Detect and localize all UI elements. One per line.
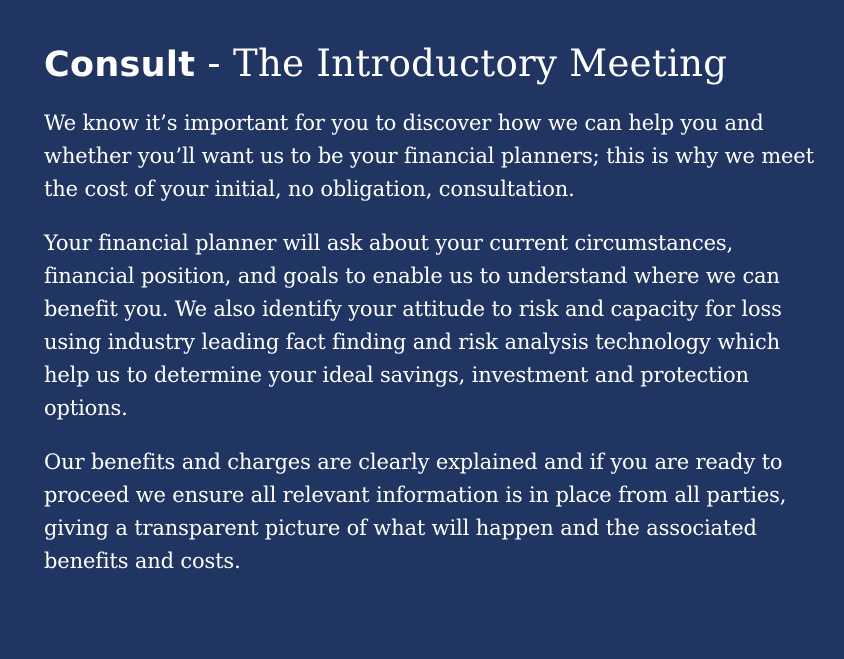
page-title <box>44 38 814 91</box>
title-separator: - <box>195 42 234 85</box>
title-rest: The Introductory Meeting <box>233 42 728 85</box>
paragraph-intro: We know it’s important for you to discover how we can help you and whether you’ll want us to be your financial planners; this is why we meet the cost of your initial, no obligation, consultation. <box>44 111 814 201</box>
title-strong: Consult <box>44 45 196 85</box>
paragraph-charges: Our benefits and charges are clearly explained and if you are ready to proceed we ensure all relevant information is in place from all parties, giving a transparent picture of what will happen and the associated benefits and costs. <box>44 450 787 573</box>
paragraph-planner: Your financial planner will ask about your current circumstances, financial position, and goals to enable us to understand where we can benefit you. We also identify your attitude to risk and capacity for loss using industry leading fact finding and risk analysis technology which help us to determine your ideal savings, investment and protection options. <box>44 231 782 420</box>
